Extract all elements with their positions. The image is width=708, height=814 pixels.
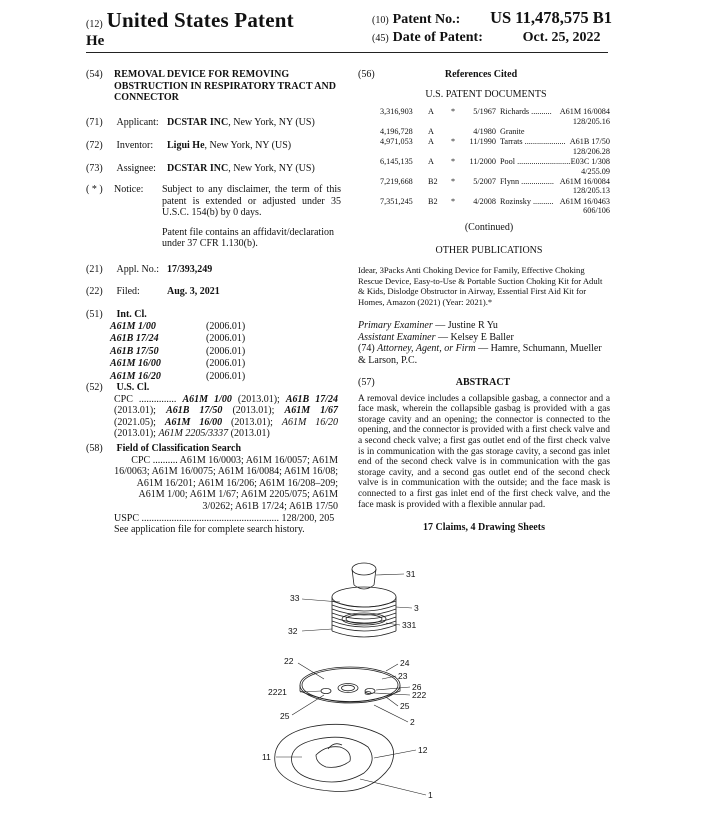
inventor-short: He <box>86 33 105 49</box>
applicant-section <box>86 117 346 129</box>
cpc-prefix: CPC ............... <box>114 393 177 405</box>
cpc-segment: (2013.01); <box>222 405 285 417</box>
refs-code: (56) <box>358 69 375 80</box>
cpc-segment: (2013.01); <box>114 405 167 417</box>
reference-date: 11/2000 <box>469 157 496 167</box>
int-cl-version: (2006.01) <box>206 320 246 332</box>
examiners-section <box>358 320 610 366</box>
patent-date: Oct. 25, 2022 <box>522 30 601 45</box>
references-list <box>380 107 610 215</box>
cpc-segment: (2013.01); <box>222 416 282 428</box>
abstract-title: ABSTRACT <box>455 377 511 388</box>
us-cl-code: (52) <box>86 382 103 393</box>
int-cl-code: (51) <box>86 309 103 320</box>
title-section <box>86 69 338 104</box>
attorney-name: — Hamre, Schumann, Mueller & Larson, P.C. <box>358 343 602 366</box>
abstract-code: (57) <box>358 377 375 388</box>
filed-label: Filed: <box>116 286 140 297</box>
affidavit-note: Patent file contains an affidavit/declaration under 37 CFR 1.130(b). <box>162 226 334 250</box>
int-cl-version: (2006.01) <box>206 358 246 370</box>
abstract-text: A removal device includes a collapsible gasbag, a connector and a face mask, wherein the collapsible gasbag is provided with a gas storage cavity and an opening; the connector is connected to the opening, and the connector is provided with a first check valve and a second check valve; a first gas outlet end of the first check valve is in communication with the gas storage cavity, a second gas inlet end of the second check valve is in communication with the gas storage cavity, and a second gas outlet end of the second check valve is in communication with the outside; and the face mask is connected to a first gas inlet end of the first check valve, and the face mask is provided with a flexible annular pad. <box>358 393 610 510</box>
cpc-segment: A61M 2205/3337 <box>158 428 229 440</box>
field-label: Field of Classification Search <box>116 443 242 454</box>
field-cpc: CPC .......... A61M 16/0003; A61M 16/0057; A61M 16/0063; A61M 16/0075; A61M 16/0084; A61M 16/08; A61M 16/201; A61M 16/206; A61M 16/208–209; A61M 1/00; A61M 1/67; A61M 2205/075; A61M 3/0262; A61B 17/24; A61B 17/50 <box>114 454 338 512</box>
reference-kind: A <box>428 107 434 117</box>
see-application: See application file for complete search history. <box>114 524 305 536</box>
reference-name: Richards .......... <box>500 107 552 117</box>
reference-star: * <box>450 137 456 147</box>
figure-label: 32 <box>288 626 298 636</box>
patent-no-code: (10) <box>372 15 389 26</box>
reference-name: Rozinsky .......... <box>500 196 554 206</box>
assignee-code: (73) <box>86 163 103 174</box>
figure-label: 2221 <box>268 687 287 697</box>
cpc-segment: (2013.01); <box>231 393 286 405</box>
reference-pn: 4,196,728 <box>380 127 413 136</box>
appl-no-section <box>86 264 346 276</box>
int-cl-class: A61M 1/00 <box>110 320 156 332</box>
reference-date: 4/2008 <box>473 196 496 206</box>
int-cl-row <box>110 346 245 359</box>
cpc-segment: (2013.01); <box>114 428 159 440</box>
reference-star: * <box>450 107 456 117</box>
figure-label: 331 <box>402 620 417 630</box>
reference-row <box>380 107 610 126</box>
reference-cls: A61B 17/50 <box>569 137 610 147</box>
refs-title: References Cited <box>444 69 518 80</box>
cpc-segment: A61B 17/24 <box>285 393 338 405</box>
reference-cls: E03C 1/308 <box>570 157 610 167</box>
int-cl-row <box>110 333 245 346</box>
uspc-line: USPC ....................................................... 128/200, 205 <box>114 512 335 524</box>
reference-pn: 7,219,668 <box>380 177 413 187</box>
notice-section <box>86 184 341 250</box>
claims-summary: 17 Claims, 4 Drawing Sheets <box>423 522 545 534</box>
figure-label: 22 <box>284 656 294 666</box>
primary-examiner-label: Primary Examiner <box>358 320 433 331</box>
reference-name: Flynn ................ <box>500 177 554 187</box>
reference-pn: 3,316,903 <box>380 107 413 117</box>
figure-label: 222 <box>412 690 427 700</box>
reference-date: 5/2007 <box>473 177 496 187</box>
reference-star <box>446 127 460 136</box>
notice-code: ( * ) <box>86 184 103 195</box>
applicant-code: (71) <box>86 117 103 128</box>
int-cl-version: (2006.01) <box>206 333 246 345</box>
references-section <box>358 69 610 257</box>
patent-header-left <box>86 8 294 50</box>
reference-kind: A <box>428 157 434 167</box>
date-label: Date of Patent: <box>392 30 483 45</box>
figure-label: 12 <box>418 745 428 755</box>
reference-kind: B2 <box>428 177 438 187</box>
attorney-label: Attorney, Agent, or Firm <box>377 343 476 355</box>
notice-text: Subject to any disclaimer, the term of this patent is extended or adjusted under 35 U.S.C. 154(b) by 0 days. <box>162 184 341 219</box>
int-cl-version: (2006.01) <box>206 370 246 382</box>
connector-cylinder <box>332 587 396 637</box>
figure-label: 25 <box>400 701 410 711</box>
reference-cls2: 606/106 <box>583 206 610 216</box>
cpc-segment: A61M 16/00 <box>164 416 223 428</box>
reference-date: 11/1990 <box>469 137 496 147</box>
reference-pn: 7,351,245 <box>380 196 413 206</box>
int-cl-table <box>110 321 245 384</box>
kind-code: (12) <box>86 19 103 30</box>
int-cl-class: A61B 17/24 <box>110 333 159 345</box>
reference-cls2: 4/255.09 <box>581 166 610 176</box>
patent-title: REMOVAL DEVICE FOR REMOVING OBSTRUCTION IN RESPIRATORY TRACT AND CONNECTOR <box>114 69 336 104</box>
figure-label: 24 <box>400 658 410 668</box>
assignee-location: , New York, NY (US) <box>228 163 315 174</box>
us-cl-label: U.S. Cl. <box>116 382 150 393</box>
assistant-examiner-name: — Kelsey E Baller <box>435 331 514 343</box>
cpc-segment: (2013.01) <box>228 428 270 440</box>
cpc-segment: A61B 17/50 <box>166 405 223 417</box>
reference-cls: A61M 16/0084 <box>559 177 610 187</box>
patent-no-label: Patent No.: <box>392 12 461 27</box>
int-cl-class: A61B 17/50 <box>110 345 159 357</box>
figure-label: 25 <box>280 711 290 721</box>
reference-row <box>380 177 610 196</box>
title-code: (54) <box>86 69 103 80</box>
us-docs-title: U.S. PATENT DOCUMENTS <box>425 88 547 100</box>
filed-date: Aug. 3, 2021 <box>167 286 220 297</box>
filed-code: (22) <box>86 286 103 297</box>
inventor-section <box>86 140 346 152</box>
reference-star: * <box>450 196 456 206</box>
figure-label: 11 <box>262 752 271 762</box>
reference-pn: 4,971,053 <box>380 137 413 147</box>
us-cl-cpc <box>114 394 338 440</box>
reference-date: 4/1980 <box>473 127 496 136</box>
reference-kind: A <box>428 137 434 147</box>
figure-label: 26 <box>412 682 422 692</box>
reference-name: Tarrats .................... <box>500 137 566 147</box>
cpc-segment: A61M 1/00 <box>182 393 232 405</box>
int-cl-version: (2006.01) <box>206 345 246 357</box>
primary-examiner-name: — Justine R Yu <box>432 320 498 331</box>
inventor-label: Inventor: <box>116 140 154 151</box>
reference-cls2: 128/205.13 <box>572 186 610 196</box>
patent-number: US 11,478,575 B1 <box>490 8 612 27</box>
us-cl-section <box>86 382 338 440</box>
figure-label: 2 <box>410 717 415 727</box>
reference-cls: A61M 16/0084 <box>559 107 610 117</box>
abstract-section <box>358 377 610 534</box>
reference-name: Granite <box>500 127 525 136</box>
appl-label: Appl. No.: <box>116 264 159 275</box>
figure-label: 31 <box>406 569 416 579</box>
assignee-section <box>86 163 346 175</box>
reference-kind: A <box>428 127 434 136</box>
reference-cls2: 128/206.28 <box>572 146 610 156</box>
int-cl-row <box>110 358 245 371</box>
filed-section <box>86 286 346 298</box>
figure-label: 1 <box>428 790 433 800</box>
attorney-code: (74) <box>358 343 375 355</box>
other-pubs-title: OTHER PUBLICATIONS <box>435 245 543 257</box>
reference-row <box>380 127 610 136</box>
figure-label: 3 <box>414 603 419 613</box>
int-cl-section <box>86 309 346 383</box>
reference-name: Pool .......................... <box>500 157 571 167</box>
reference-star: * <box>450 177 456 187</box>
notice-label: Notice: <box>114 184 144 195</box>
reference-row <box>380 137 610 156</box>
reference-date: 5/1967 <box>473 107 496 117</box>
int-cl-row <box>110 321 245 334</box>
date-code: (45) <box>372 33 389 44</box>
continued-label: (Continued) <box>464 221 514 233</box>
reference-row <box>380 197 610 216</box>
reference-pn: 6,145,135 <box>380 157 413 167</box>
int-cl-class: A61M 16/00 <box>110 358 161 370</box>
figure-label: 23 <box>398 671 408 681</box>
cpc-segment: A61M 1/67 <box>284 405 338 417</box>
reference-cls2: 128/205.16 <box>572 116 610 126</box>
patent-drawing <box>240 555 470 810</box>
inventor-code: (72) <box>86 140 103 151</box>
reference-cls: A61M 16/0463 <box>559 196 610 206</box>
other-publication: Idear, 3Packs Anti Choking Device for Family, Effective Choking Rescue Device, Easy-to-Use & Portable Suction Choking Kit for Adult & Kids, Dislodge Obstructor in Airway, Essential First Aid Kit for Homes, Amazon (2021) (Year: 2021).* <box>358 265 603 307</box>
knob-part <box>352 563 376 589</box>
document-type: United States Patent <box>106 8 294 32</box>
leader-lines <box>276 574 426 795</box>
reference-star: * <box>450 157 456 167</box>
field-code: (58) <box>86 443 103 454</box>
int-cl-class: A61M 16/20 <box>110 370 161 382</box>
valve-plate <box>300 667 400 703</box>
inventor-location: , New York, NY (US) <box>204 140 292 151</box>
reference-kind: B2 <box>428 196 438 206</box>
figure-label: 33 <box>290 593 300 603</box>
header-rule <box>86 52 608 53</box>
cpc-segment: (2021.05); <box>114 416 165 428</box>
applicant-label: Applicant: <box>116 117 159 128</box>
applicant-name: DCSTAR INC <box>167 117 229 128</box>
int-cl-label: Int. Cl. <box>116 309 147 320</box>
applicant-location: , New York, NY (US) <box>228 117 315 128</box>
inventor-name: Ligui He <box>167 140 205 151</box>
cpc-segment: A61M 16/20 <box>281 416 338 428</box>
patent-header-right <box>372 8 612 46</box>
assignee-label: Assignee: <box>116 163 156 174</box>
application-number: 17/393,249 <box>167 264 213 275</box>
assignee-name: DCSTAR INC <box>167 163 229 174</box>
assistant-examiner-label: Assistant Examiner <box>358 331 436 343</box>
field-search-section <box>86 443 338 536</box>
figure-labels <box>262 569 433 800</box>
reference-row <box>380 157 610 176</box>
appl-code: (21) <box>86 264 103 275</box>
